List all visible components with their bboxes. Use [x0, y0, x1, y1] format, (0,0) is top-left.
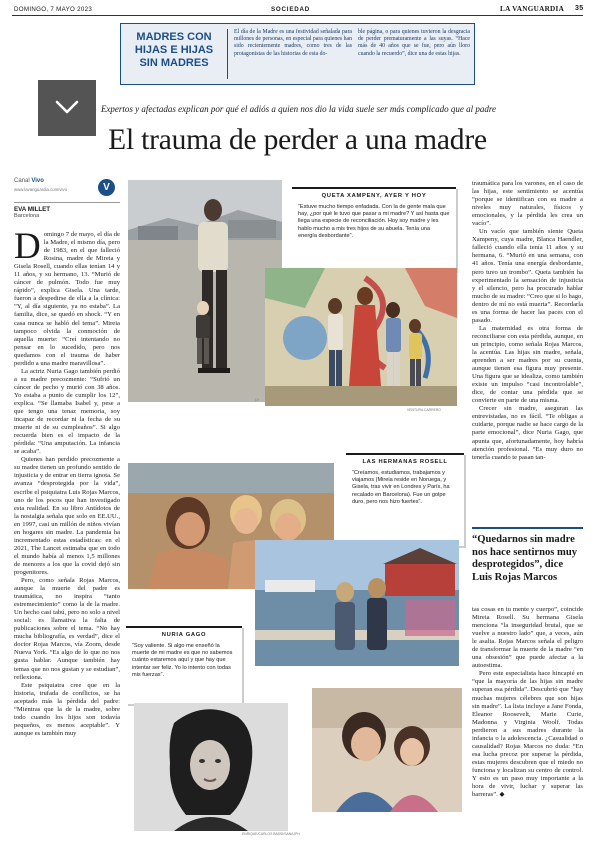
paragraph: Pero, como señala Rojas Marcos, aunque la muerte del padre es traumática, no inspira “tanto estremecimiento” como la de la madre. Un hecho casi tabú, pero no solo a nivel social: es llamativa la falta de publicaciones sobre el tema. “No hay mucha bibliografía, es verdad”, dice el doctor Rojas Marcos, vía Zoom, desde Nueva York. “Es algo de lo que no nos gusta hablar. Aunque también hay temas que no nos gustan y se estudian”, reflexiona.	[14, 577, 120, 681]
author-location: Barcelona	[14, 213, 40, 219]
chevron-down-icon	[38, 80, 96, 136]
promo-text-col1: El día de la Madre es una festividad señalada para millones de personas, en especial para quienes han sido recientemente madres, como tres de las protagonistas de las historias de esta do-	[234, 29, 352, 57]
photo-queta-archive-image	[128, 180, 282, 402]
canal-label-text: Canal	[14, 178, 30, 184]
photo-nuria-archive	[312, 688, 462, 812]
article-column-4-bottom	[472, 606, 583, 836]
issue-date: DOMINGO, 7 MAYO 2023	[14, 6, 93, 13]
quote-box-rosell	[346, 453, 464, 546]
paragraph: Quienes han perdido precozmente a su madre tienen un profundo sentido de injusticia y de entrar en tierra ignota. Se avanza “desprotegida por la vida”, escribe el psiquiatra Luis Rojas Marcos, uno de los pocos que han investigado esta realidad. En su libro Antídotos de la nostalgia señala que solo en EE.UU., en 1997, casi un millón de niños vivían en hogares sin madre. La pandemia ha incrementado estas estadísticas: en el 2021, The Lancet estimaba que en todo el mundo había al menos 1,5 millones de menores a los que la covid dejó sin progenitores.	[14, 456, 120, 576]
photo-queta-archive	[128, 180, 282, 402]
photo-rosell-today	[255, 540, 459, 666]
pull-quote: “Quedarnos sin madre nos hace sentirnos muy desprotegidos”, dice Luis Rojas Marcos	[472, 534, 578, 583]
paragraph: Un vacío que también siente Queta Xampeny, cuya madre, Blanca Haendler, falleció cuando ella tenía 11 años y su hermana, 6. “Murió en una semana, con 41 años. Tenía una energía desbordante, pero tuvo un trombo”. Queta también ha experimentado la sensación de injusticia y el silencio, pero ha procurado hablar mucho de su madre: “Creo que si lo hago, dentro de mí no está muerta”. Recordarla es una forma de hacer las paces con el pasado.	[472, 228, 583, 324]
promo-title-line: SIN MADRES	[139, 57, 209, 69]
drop-cap: D	[14, 231, 41, 267]
byline-rule	[14, 202, 120, 203]
photo-queta-family-image	[265, 268, 457, 406]
photo-nuria-archive-image	[312, 688, 462, 812]
photo-nuria-gago	[134, 703, 288, 831]
promo-box	[120, 23, 475, 85]
article-column-1	[14, 231, 120, 836]
section-name: SOCIEDAD	[271, 6, 311, 13]
paragraph: Crecer sin madre, aseguran las entrevistadas, no es fácil. “Te obligas a cuidarte, porque nadie se hace cargo de la parte emocional”, dice Nuria Gago, que apunta que, afortunadamente, hoy habría atención profesional. “Es muy duro no tenerla cuando te pasan tan-	[472, 405, 583, 461]
paragraph: La maternidad es otra forma de reconciliarse con esta pérdida, aunque, en un principio, como señala Rojas Marcos, la acentúa. Las hijas sin madre, señala, aprenden a ser madres por su cuenta, aunque tienen esa figura muy presente. Una figura que se idealiza, como también existe un impulso “casi incontrolable”, dice, de contar una pérdida que se convierte en parte de una misma.	[472, 324, 583, 405]
quote-box-text: “Estuve mucho tiempo enfadada. Con la de gente mala que hay, ¿por qué le tuvo que pasar a mi madre? Y así hasta que llega una especie de reconciliación. Hoy soy madre y les hablo mucho a mis tres hijos de su abuela. Tenía una energía desbordante”.	[298, 204, 450, 239]
promo-title-line: MADRES CON	[136, 31, 212, 43]
quote-box-queta	[292, 187, 456, 271]
canal-name: Vivo	[31, 178, 44, 184]
photo-credit: LV	[255, 398, 259, 402]
quote-box-nuria	[126, 626, 242, 704]
canal-label	[14, 178, 44, 184]
promo-title-line: HIJAS E HIJAS	[134, 44, 214, 56]
paragraph	[14, 231, 120, 368]
paragraph: Este psiquiatra cree que en la historia, trufada de conflictos, se ha aceptado más la pérdida del padre: “Mientras que la de la madre, sobre todo cuando los hijos son todavía pequeños, es menos aceptable”. Y aunque es también muy	[14, 681, 120, 737]
paragraph: La actriz Nuria Gago también perdió a su madre precozmente: “Sufrió un cáncer de pecho y murió con 38 años. Yo estaba a punto de cumplir los 12”, explica. “Se llamaba Isabel y, pese a que tengo una tenaz memoria, soy incapaz de recordar ni la fecha de su muerte ni de su cumpleaños”. Si algo recuerda bien es el impacto de la pérdida: “Una amputación. La infancia se acaba”.	[14, 367, 120, 456]
canal-url[interactable]: www.lavanguardia.com/vivo	[14, 187, 68, 192]
article-kicker: Expertos y afectadas explican por qué el adiós a quien nos dio la vida suele ser más complicado que al padre	[100, 104, 497, 114]
photo-credit: ENRIQUE/CARLOS BASSI/SANAJPH	[242, 832, 300, 836]
pullquote-rule	[472, 527, 583, 529]
paragraph: traumática para los varones, en el caso de las hijas, este sentimiento se acentúa “porque se identifican con su madre a niveles muy naturales, físicos y emocionales, y la pérdida les crea un vacío”.	[472, 180, 583, 228]
paragraph: Pero este especialista hace hincapié en “que la mayoría de las hijas sin madre superan esa pérdida”. Descubrió que “hay muchas mujeres célebres que son hijas sin madre”. La lista incluye a Jane Fonda, Eleanor Roosevelt, Marie Curie, Madonna y Virginia Woolf. Todas perdieron a sus madres durante la infancia o la adolescencia. ¿Casualidad o causalidad? Rojas Marcos no duda: “En esa lucha precoz por superar la pérdida, estas mujeres descubren que el miedo no funciona y localizan su centro de control. Y esto es un paso muy importante a la hora de vivir, luchar y superar las barreras”. ◆	[472, 670, 583, 799]
newspaper-name: LA VANGUARDIA	[500, 5, 565, 13]
photo-queta-family	[265, 268, 457, 406]
quote-box-title: QUETA XAMPENY, AYER Y HOY	[321, 193, 427, 199]
photo-rosell-today-image	[255, 540, 459, 666]
quote-box-title: LAS HERMANAS ROSELL	[362, 459, 448, 465]
quote-box-text: “Soy valiente. Si algo me enseñó la muerte de mi madre es que no sabemos cuánto estaremos aquí y que hay que intentar ser feliz. Yo lo intento con todas mis fuerzas”.	[132, 643, 233, 678]
paragraph-text: omingo 7 de mayo, el día de la Madre, el mismo día, pero de 1983, en el que falleció Rosina, madre de Mireia y Gisela Rosell, cuando ellas tenían 14 y 11 años, y su hermano, 13. “Murió de cáncer de pulmón. Todo fue muy rápido”, explica Gisela. Una tarde, fueron a despedirse de ella a la clínica: “Y, al día siguiente, ya no estaba”. La familia, dice, se quedó en shock. “Y en casa nunca se habló del tema”. Mireia tampoco olvida la conmoción de aquella muerte: “Creí intentando no pensar en lo sucedido, pero nos quedamos con el trauma de haber perdido a una madre maravillosa”.	[14, 231, 120, 367]
promo-divider	[227, 29, 228, 79]
paragraph: tas cosas en tu mente y cuerpo”, coincide Mireia Rosell. Su hermana Gisela menciona “la inseguridad brutal, que se vuelve a nuestro lado” que, a veces, aún le asalta. Rojas Marcos señala el peligro de transformar la muerte de la madre “en una obsesión” que puede afectar a la autoestima.	[472, 606, 583, 670]
photo-nuria-gago-image	[134, 703, 288, 831]
article-column-4-top	[472, 180, 583, 518]
article-headline: El trauma de perder a una madre	[108, 124, 487, 156]
promo-title	[127, 31, 221, 70]
author-name: EVA MILLET	[14, 206, 51, 213]
header-rule	[12, 15, 583, 16]
canal-vivo-block	[14, 178, 120, 200]
quote-box-title: NURIA GAGO	[161, 632, 207, 638]
photo-credit: VENTURA CARRERO	[407, 408, 441, 412]
promo-text-col2: ble página, o para quienes tuvieron la desgracia de perder prematuramente a las suyas. “Hace más de 40 años que se fue, pero aún lloro cuando la recuerdo”, dice una de estas hijas.	[358, 29, 470, 57]
quote-box-text: “Creíamos, estudiamos, trabajamos y viajamos (Mireia reside en Noruega, y Gisela, tras vivir en Londres y París, ha recalado en Barcelona). Fue un golpe duro, pero nos hizo fuertes”.	[352, 470, 450, 505]
expand-overlay-button[interactable]	[38, 80, 96, 136]
canal-badge-icon: V	[98, 179, 115, 196]
page-number: 35	[575, 5, 584, 12]
